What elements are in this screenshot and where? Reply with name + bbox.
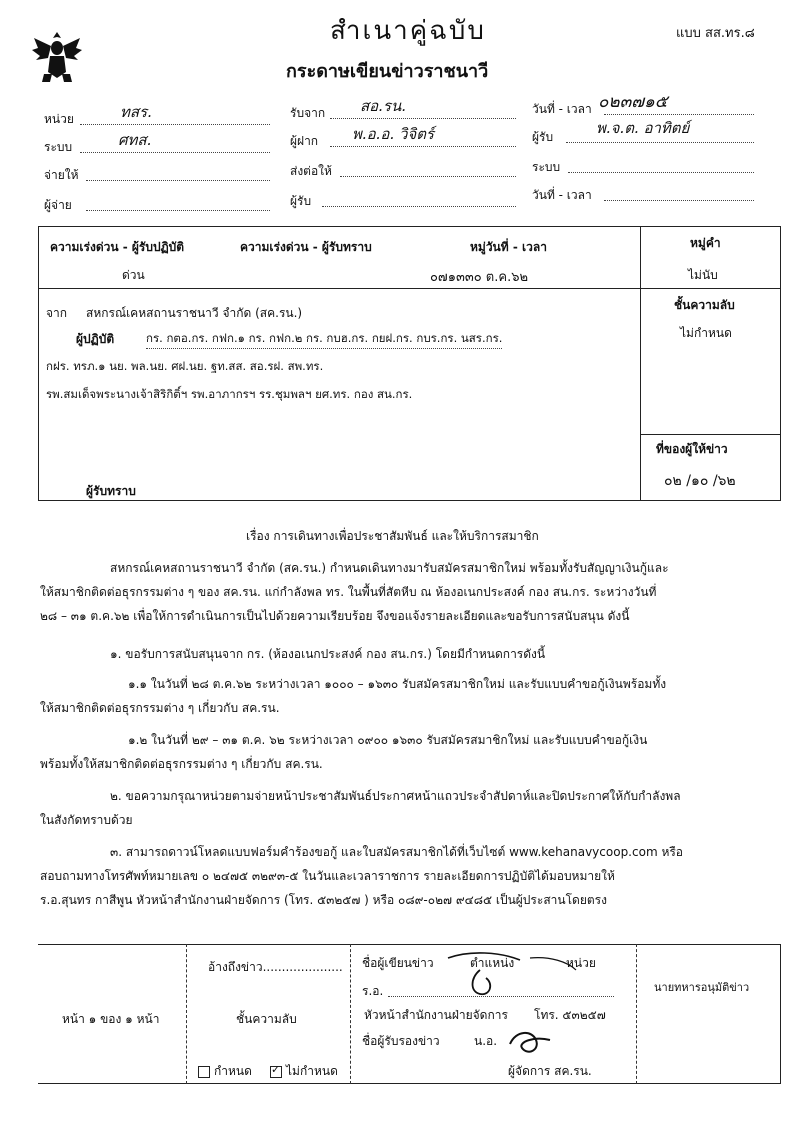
- writer-position: หัวหน้าสำนักงานฝ่ายจัดการ: [364, 1008, 508, 1022]
- set-checkbox[interactable]: [198, 1066, 210, 1078]
- writer-rank: ร.อ.: [362, 984, 384, 998]
- main-box-bottom: [38, 500, 780, 501]
- p1-line-2: ให้สมาชิกติดต่อธุรกรรมต่าง ๆ ของ สค.รน. แก่กำลังพล ทร. ในพื้นที่สัตหีบ ณ ห้องอเนกประสงค์ กอง สน.กร. ระหว่างวันที่: [40, 585, 657, 599]
- action-line-2: กฝร. ทรภ.๑ นย. พล.นย. ศฝ.นย. ฐท.สส. สอ.รฝ. สพ.ทร.: [46, 359, 324, 373]
- reference-label: อ้างถึงข่าว.....................: [208, 960, 343, 974]
- right-column-divider-2: [640, 434, 780, 435]
- footer-box-right: [780, 944, 781, 1084]
- dispatcher-label: ผู้จ่าย: [44, 198, 72, 212]
- date-time-label: วันที่ - เวลา: [532, 102, 592, 116]
- word-group-value: ไม่นับ: [688, 268, 718, 282]
- unit-field[interactable]: [80, 110, 270, 125]
- footer-divider-2: [350, 944, 351, 1084]
- action-line-1: กร. กตอ.กร. กฟก.๑ กร. กฟก.๒ กร. กบฮ.กร. กยฝ.กร. กบร.กร. นสร.กร.: [146, 330, 502, 349]
- dispatcher-field[interactable]: [86, 196, 270, 211]
- date-time-value: ๐๒๓๗๑๕: [598, 92, 668, 112]
- footer-classification-label: ชั้นความลับ: [236, 1012, 297, 1026]
- originator-ref-value: ๐๒ /๑๐ /๖๒: [664, 473, 736, 489]
- approver-rank: น.อ.: [474, 1034, 498, 1048]
- main-box-top: [38, 226, 780, 227]
- deposited-by-value: พ.อ.อ. วิจิตร์: [352, 125, 434, 143]
- priority-row-divider: [38, 288, 780, 289]
- system-label: ระบบ: [44, 140, 73, 154]
- unit-footer-label: หน่วย: [566, 956, 596, 970]
- footer-divider-1: [186, 944, 187, 1084]
- approver-label: ชื่อผู้รับรองข่าว: [362, 1034, 440, 1048]
- action-priority-value: ด่วน: [122, 268, 145, 282]
- item-1-1-line-1: ๑.๑ ในวันที่ ๒๘ ต.ค.๖๒ ระหว่างเวลา ๑๐๐๐ – ๑๖๓๐ รับสมัครสมาชิกใหม่ และรับแบบคำขอกู้เงินพร้อมทั้ง: [128, 677, 667, 691]
- item-3-line-2: สอบถามทางโทรศัพท์หมายเลข ๐ ๒๔๗๕ ๓๒๙๓-๕ ในวันและเวลาราชการ รายละเอียดการปฏิบัติได้มอบหมายให้: [40, 869, 615, 883]
- classification-not-set-option[interactable]: [270, 1062, 338, 1081]
- not-set-option-label: ไม่กำหนด: [286, 1064, 338, 1078]
- p1-line-1: สหกรณ์เคหสถานราชนาวี จำกัด (สค.รน.) กำหนดเดินทางมารับสมัครสมาชิกใหม่ พร้อมทั้งรับสัญญาเงินกู้และ: [110, 561, 669, 575]
- main-box-right: [780, 226, 781, 501]
- info-label: ผู้รับทราบ: [86, 484, 136, 498]
- approver-position: ผู้จัดการ สค.รน.: [508, 1064, 592, 1078]
- action-label: ผู้ปฏิบัติ: [76, 332, 115, 346]
- set-option-label: กำหนด: [214, 1064, 252, 1078]
- classification-value: ไม่กำหนด: [680, 326, 732, 340]
- date-time2-field[interactable]: [604, 186, 754, 201]
- classification-label: ชั้นความลับ: [674, 298, 735, 312]
- unit-label: หน่วย: [44, 112, 74, 126]
- from-label: จาก: [46, 306, 68, 320]
- received-from-field[interactable]: [330, 104, 516, 119]
- received-from-label: รับจาก: [290, 106, 326, 120]
- system-right-label: ระบบ: [532, 160, 561, 174]
- system-field[interactable]: [80, 138, 270, 153]
- dispatch-field[interactable]: [86, 166, 270, 181]
- date-time2-label: วันที่ - เวลา: [532, 188, 592, 202]
- system-right-field[interactable]: [568, 158, 754, 173]
- footer-divider-3: [636, 944, 637, 1084]
- from-value: สหกรณ์เคหสถานราชนาวี จำกัด (สค.รน.): [86, 306, 303, 320]
- approver-signature: [506, 1026, 556, 1060]
- receiver-right-value: พ.จ.ต. อาทิตย์: [596, 119, 690, 137]
- classification-set-option[interactable]: [198, 1062, 252, 1081]
- forward-to-label: ส่งต่อให้: [290, 164, 332, 178]
- item-1-2-line-1: ๑.๒ ในวันที่ ๒๙ – ๓๑ ต.ค. ๖๒ ระหว่างเวลา ๐๙๐๐ ๑๖๓๐ รับสมัครสมาชิกใหม่ และรับแบบคำขอกู้เงิน: [128, 733, 648, 747]
- info-priority-label: ความเร่งด่วน - ผู้รับทราบ: [240, 240, 372, 254]
- page-label: หน้า ๑ ของ ๑ หน้า: [62, 1012, 160, 1026]
- word-group-label: หมู่คำ: [690, 236, 721, 250]
- writer-label: ชื่อผู้เขียนข่าว: [362, 956, 434, 970]
- release-officer-label: นายทหารอนุมัติข่าว: [654, 981, 750, 994]
- form-title: กระดาษเขียนข่าวราชนาวี: [286, 61, 489, 82]
- right-column-divider: [640, 226, 641, 501]
- unit-value: ทสร.: [120, 103, 152, 121]
- dtg-label: หมู่วันที่ - เวลา: [470, 240, 547, 254]
- system-value: ศทส.: [118, 131, 152, 149]
- main-box-left: [38, 226, 39, 501]
- item-2-line-1: ๒. ขอความกรุณาหน่วยตามจ่ายหน้าประชาสัมพันธ์ประกาศหน้าแถวประจำสัปดาห์และปิดประกาศให้กับกำลังพล: [110, 789, 681, 803]
- action-priority-label: ความเร่งด่วน - ผู้รับปฏิบัติ: [50, 240, 185, 254]
- p1-line-3: ๒๘ – ๓๑ ต.ค.๖๒ เพื่อให้การดำเนินการเป็นไปด้วยความเรียบร้อย จึงขอแจ้งรายละเอียดและขอรับการสนับสนุน ดังนี้: [40, 609, 630, 623]
- dtg-value: ๐๗๑๓๓๐ ต.ค.๖๒: [430, 270, 529, 285]
- received-from-value: สอ.รน.: [360, 97, 407, 115]
- receiver-label: ผู้รับ: [290, 194, 312, 208]
- subject-line: เรื่อง การเดินทางเพื่อประชาสัมพันธ์ และให้บริการสมาชิก: [246, 529, 539, 543]
- form-code: แบบ สส.ทร.๘: [676, 26, 755, 41]
- item-3-line-3: ร.อ.สุนทร กาสีพูน หัวหน้าสำนักงานฝ่ายจัดการ (โทร. ๕๓๒๕๗ ) หรือ ๐๘๙-๐๒๗ ๙๔๘๕ เป็นผู้ประสานโดยตรง: [40, 893, 607, 907]
- originator-ref-label: ที่ของผู้ให้ข่าว: [656, 442, 728, 456]
- item-2-line-2: ในสังกัดทราบด้วย: [40, 813, 133, 827]
- footer-box-bottom: [38, 1083, 780, 1084]
- writer-phone: โทร. ๕๓๒๕๗: [534, 1008, 606, 1022]
- receiver-field[interactable]: [322, 192, 516, 207]
- not-set-checkbox[interactable]: [270, 1062, 282, 1078]
- navy-emblem: [30, 28, 84, 84]
- action-line-3: รพ.สมเด็จพระนางเจ้าสิริกิติ์ฯ รพ.อาภากรฯ รร.ชุมพลฯ ยศ.ทร. กอง สน.กร.: [46, 387, 413, 401]
- item-1: ๑. ขอรับการสนับสนุนจาก กร. (ห้องอเนกประสงค์ กอง สน.กร.) โดยมีกำหนดการดังนี้: [110, 647, 546, 661]
- footer-box-top: [38, 944, 780, 945]
- position-label: ตำแหน่ง: [470, 956, 515, 970]
- writer-signature: [440, 948, 580, 1000]
- copy-label: สำเนาคู่ฉบับ: [330, 16, 486, 46]
- check-mark-icon: ✓: [271, 1062, 281, 1076]
- receiver-right-label: ผู้รับ: [532, 130, 554, 144]
- item-1-1-line-2: ให้สมาชิกติดต่อธุรกรรมต่าง ๆ เกี่ยวกับ สค.รน.: [40, 701, 280, 715]
- deposited-by-label: ผู้ฝาก: [290, 134, 319, 148]
- forward-to-field[interactable]: [340, 162, 516, 177]
- item-1-2-line-2: พร้อมทั้งให้สมาชิกติดต่อธุรกรรมต่าง ๆ เกี่ยวกับ สค.รน.: [40, 757, 323, 771]
- dispatch-label: จ่ายให้: [44, 168, 79, 182]
- item-3-line-1: ๓. สามารถดาวน์โหลดแบบฟอร์มคำร้องขอกู้ และใบสมัครสมาชิกได้ที่เว็บไซต์ www.kehanavycoop.com หรือ: [110, 845, 684, 859]
